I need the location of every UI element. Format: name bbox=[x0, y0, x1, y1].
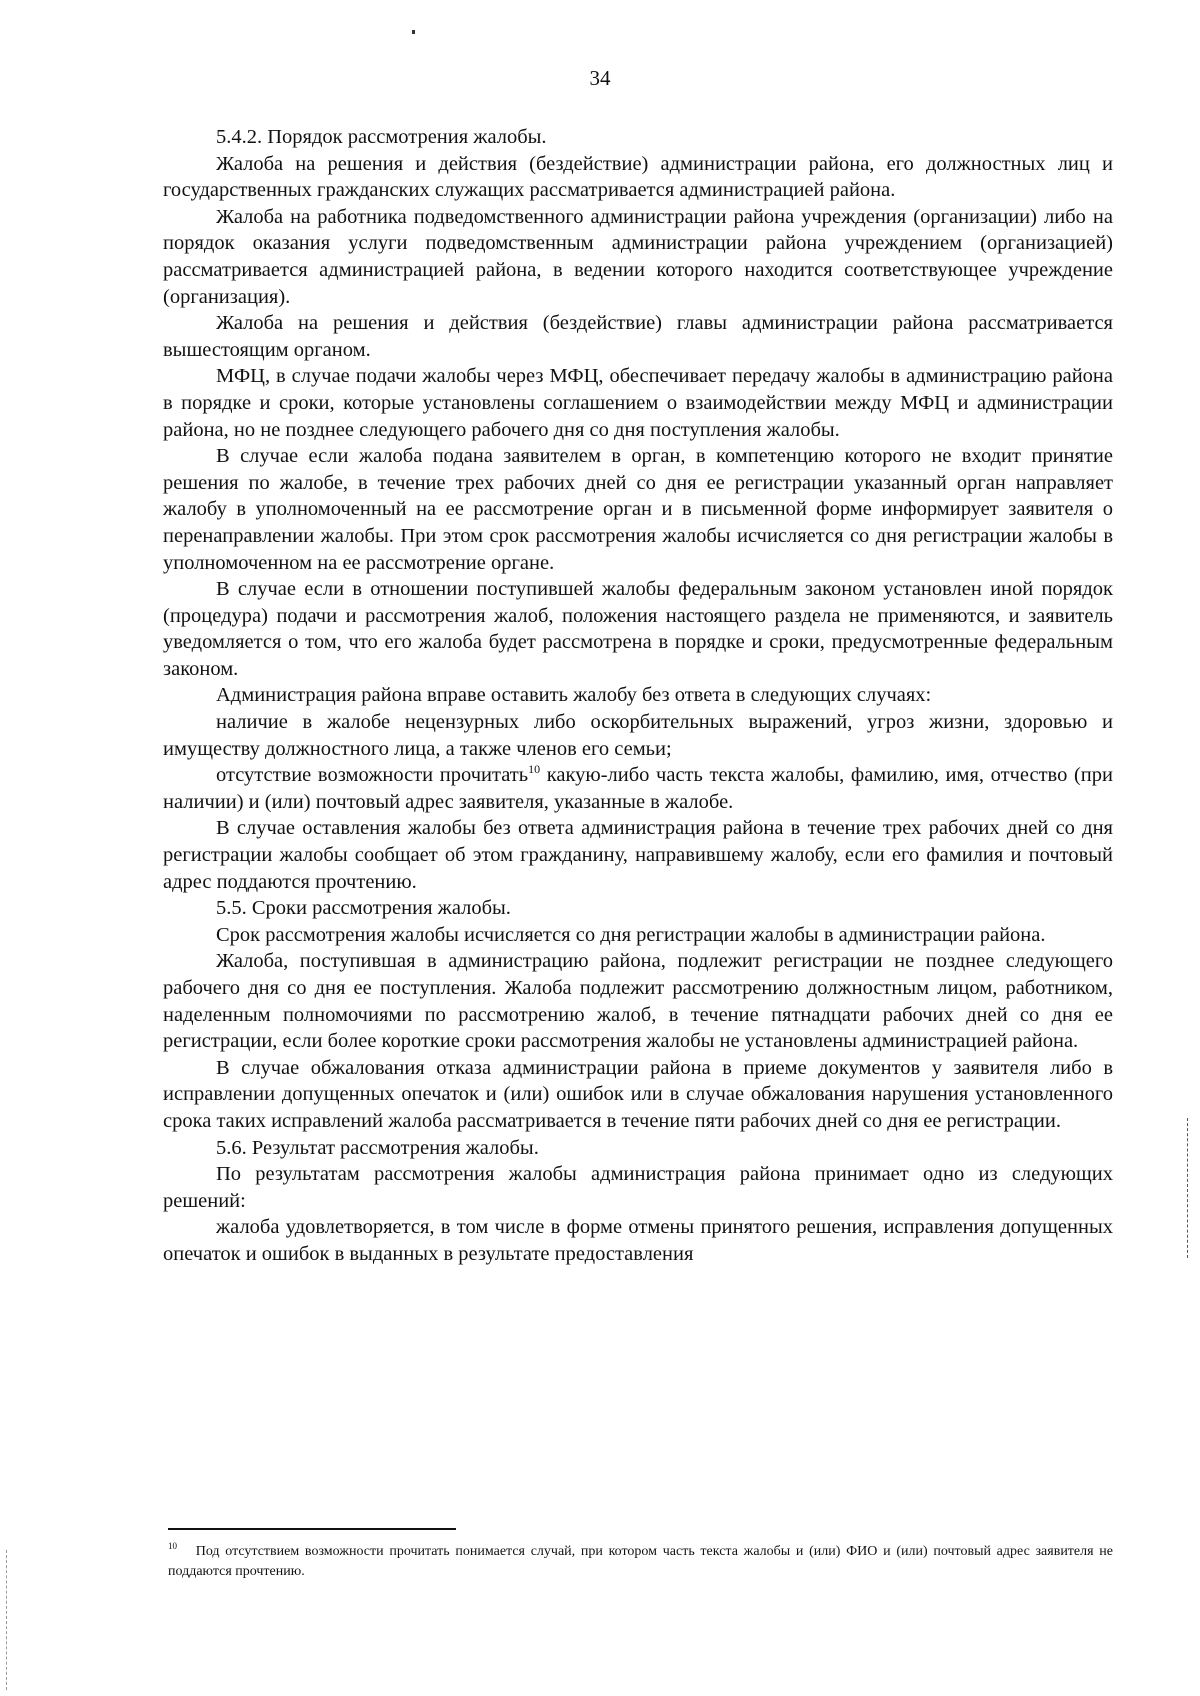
section-heading: 5.6. Результат рассмотрения жалобы. bbox=[216, 1136, 539, 1159]
paragraph: В случае обжалования отказа администрации района в приеме документов у заявителя либо в исправлении допущенных опечаток и (или) ошибок или в случае обжалования нарушения установленного срока таких исправлений жалоба рассматривается в течение пяти рабочих дней со дня ее регистрации. bbox=[163, 1056, 1113, 1132]
paragraph: Срок рассмотрения жалобы исчисляется со дня регистрации жалобы в администрации района. bbox=[216, 923, 1046, 946]
footnote-text: Под отсутствием возможности прочитать понимается случай, при котором часть текста жалобы и (или) ФИО и (или) почтовый адрес заявителя не поддаются прочтению. bbox=[168, 1544, 1113, 1579]
paragraph-with-footnote bbox=[163, 762, 1113, 815]
section-heading: 5.4.2. Порядок рассмотрения жалобы. bbox=[216, 126, 547, 148]
paragraph: Жалоба на решения и действия (бездействие) главы администрации района рассматривается вышестоящим органом. bbox=[163, 312, 1113, 361]
paragraph-text: какую-либо часть текста жалобы, фамилию, имя, отчество (при наличии) и (или) почтовый адрес заявителя, указанные в жалобе. bbox=[163, 764, 1114, 813]
paragraph: Жалоба на решения и действия (бездействие) администрации района, его должностных лиц и государственных гражданских служащих рассматривается администрацией района. bbox=[163, 152, 1113, 202]
paragraph: В случае если в отношении поступившей жалобы федеральным законом установлен иной порядок (процедура) подачи и рассмотрения жалоб, положения настоящего раздела не применяются, и заявитель уведомляется о том, что его жалоба будет рассмотрена в порядке и сроки, предусмотренные федеральным законом. bbox=[163, 578, 1113, 680]
paragraph: По результатам рассмотрения жалобы администрация района принимает одно из следующих решений: bbox=[163, 1163, 1113, 1212]
scan-margin-line bbox=[6, 1550, 8, 1690]
paragraph: В случае если жалоба подана заявителем в орган, в компетенцию которого не входит принятие решения по жалобе, в течение трех рабочих дней со дня ее регистрации указанный орган направляет жалобу в уполномоченный на ее рассмотрение орган и в письменной форме информирует заявителя о перенаправлении жалобы. При этом срок рассмотрения жалобы исчисляется со дня регистрации жалобы в уполномоченном на ее рассмотрение органе. bbox=[163, 445, 1113, 574]
paragraph: Жалоба на работника подведомственного администрации района учреждения (организации) либо на порядок оказания услуги подведомственным администрации района учреждением (организацией) рассматривается администрацией района, в ведении которого находится соответствующее учреждение (организация). bbox=[163, 205, 1113, 308]
footnote: $^{10}$ Под отсутствием возможности прочитать понимается случай, при котором часть текста жалобы и (или) ФИО и (или) почтовый адрес заявителя не поддаются прочтению. bbox=[168, 1541, 1113, 1579]
page-number: 34 bbox=[589, 66, 611, 90]
footnote-reference: 10 bbox=[528, 762, 541, 777]
paragraph: Жалоба, поступившая в администрацию района, подлежит регистрации не позднее следующего рабочего дня со дня ее поступления. Жалоба подлежит рассмотрению должностным лицом, работником, наделенным полномочиями по рассмотрению жалоб, в течение пятнадцати рабочих дней со дня ее регистрации, если более короткие сроки рассмотрения жалобы не установлены администрацией района. bbox=[163, 950, 1113, 1053]
footnote-separator bbox=[168, 1528, 456, 1530]
paragraph: наличие в жалобе нецензурных либо оскорбительных выражений, угроз жизни, здоровью и имуществу должностного лица, а также членов его семьи; bbox=[163, 711, 1113, 760]
document-body bbox=[163, 124, 1113, 1268]
paragraph: МФЦ, в случае подачи жалобы через МФЦ, обеспечивает передачу жалобы в администрацию района в порядке и сроки, которые установлены соглашением о взаимодействии между МФЦ и администрации района, но не позднее следующего рабочего дня со дня поступления жалобы. bbox=[163, 365, 1113, 441]
paragraph-text: отсутствие возможности прочитать bbox=[216, 764, 529, 787]
paragraph: В случае оставления жалобы без ответа администрация района в течение трех рабочих дней со дня регистрации жалобы сообщает об этом гражданину, направившему жалобу, если его фамилия и почтовый адрес поддаются прочтению. bbox=[163, 817, 1113, 893]
scan-speck bbox=[412, 30, 415, 34]
paragraph: жалоба удовлетворяется, в том числе в форме отмены принятого решения, исправления допущенных опечаток и ошибок в выданных в результате предоставления bbox=[163, 1216, 1113, 1265]
scan-margin-line bbox=[1187, 1118, 1189, 1258]
section-heading: 5.5. Сроки рассмотрения жалобы. bbox=[216, 897, 511, 920]
paragraph: Администрация района вправе оставить жалобу без ответа в следующих случаях: bbox=[216, 684, 932, 707]
